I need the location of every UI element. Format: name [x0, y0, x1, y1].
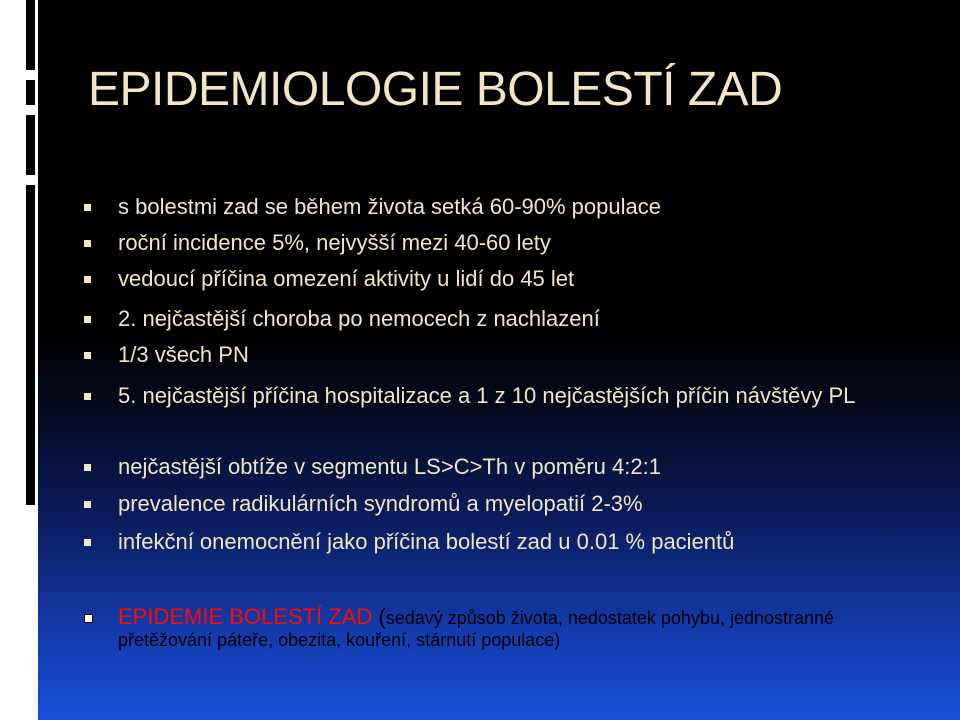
strip-band — [26, 80, 35, 105]
epidemic-highlight: EPIDEMIE BOLESTÍ ZAD — [118, 604, 373, 629]
decorative-left-strip — [0, 0, 38, 720]
epidemic-causes-text: sedavý způsob života, nedostatek pohybu, jednostranné přetěžování páteře, obezita, kouření, stárnutí populace) — [118, 608, 835, 650]
square-bullet-icon — [84, 316, 91, 323]
bullet-item-epidemic — [118, 606, 878, 651]
square-bullet-icon — [84, 501, 91, 508]
bullet-text: vedoucí příčina omezení aktivity u lidí do 45 let — [118, 266, 575, 291]
bullet-item — [118, 490, 918, 518]
bullet-text: nejčastější obtíže v segmentu LS>C>Th v poměru 4:2:1 — [118, 454, 661, 479]
strip-band — [26, 185, 35, 505]
bullet-text: 2. nejčastější choroba po nemocech z nachlazení — [118, 306, 600, 331]
bullet-item — [118, 265, 918, 293]
square-bullet-icon — [84, 204, 91, 211]
bullet-item — [118, 341, 918, 369]
bullet-item — [118, 229, 918, 257]
square-bullet-icon — [84, 464, 91, 471]
square-bullet-icon — [84, 614, 93, 623]
bullet-text: s bolestmi zad se během života setká 60-90% populace — [118, 194, 661, 219]
bullet-item — [118, 528, 918, 556]
bullet-text: infekční onemocnění jako příčina bolestí zad u 0.01 % pacientů — [118, 529, 735, 554]
bullet-text: roční incidence 5%, nejvyšší mezi 40-60 lety — [118, 230, 551, 255]
strip-band — [26, 0, 35, 70]
strip-band — [26, 115, 35, 175]
square-bullet-icon — [84, 352, 91, 359]
square-bullet-icon — [84, 393, 91, 400]
bullet-item — [118, 453, 918, 481]
bullet-text: 1/3 všech PN — [118, 342, 249, 367]
paren-open: ( — [372, 604, 386, 629]
bullet-item — [118, 305, 918, 333]
square-bullet-icon — [84, 539, 91, 546]
bullet-text: 5. nejčastější příčina hospitalizace a 1 z 10 nejčastějších příčin návštěvy PL — [118, 383, 856, 408]
bullet-text: prevalence radikulárních syndromů a myelopatií 2-3% — [118, 491, 643, 516]
bullet-item — [118, 193, 918, 221]
bullet-item — [118, 382, 878, 410]
slide-title: EPIDEMIOLOGIE BOLESTÍ ZAD — [88, 63, 783, 116]
square-bullet-icon — [84, 276, 91, 283]
square-bullet-icon — [84, 240, 91, 247]
